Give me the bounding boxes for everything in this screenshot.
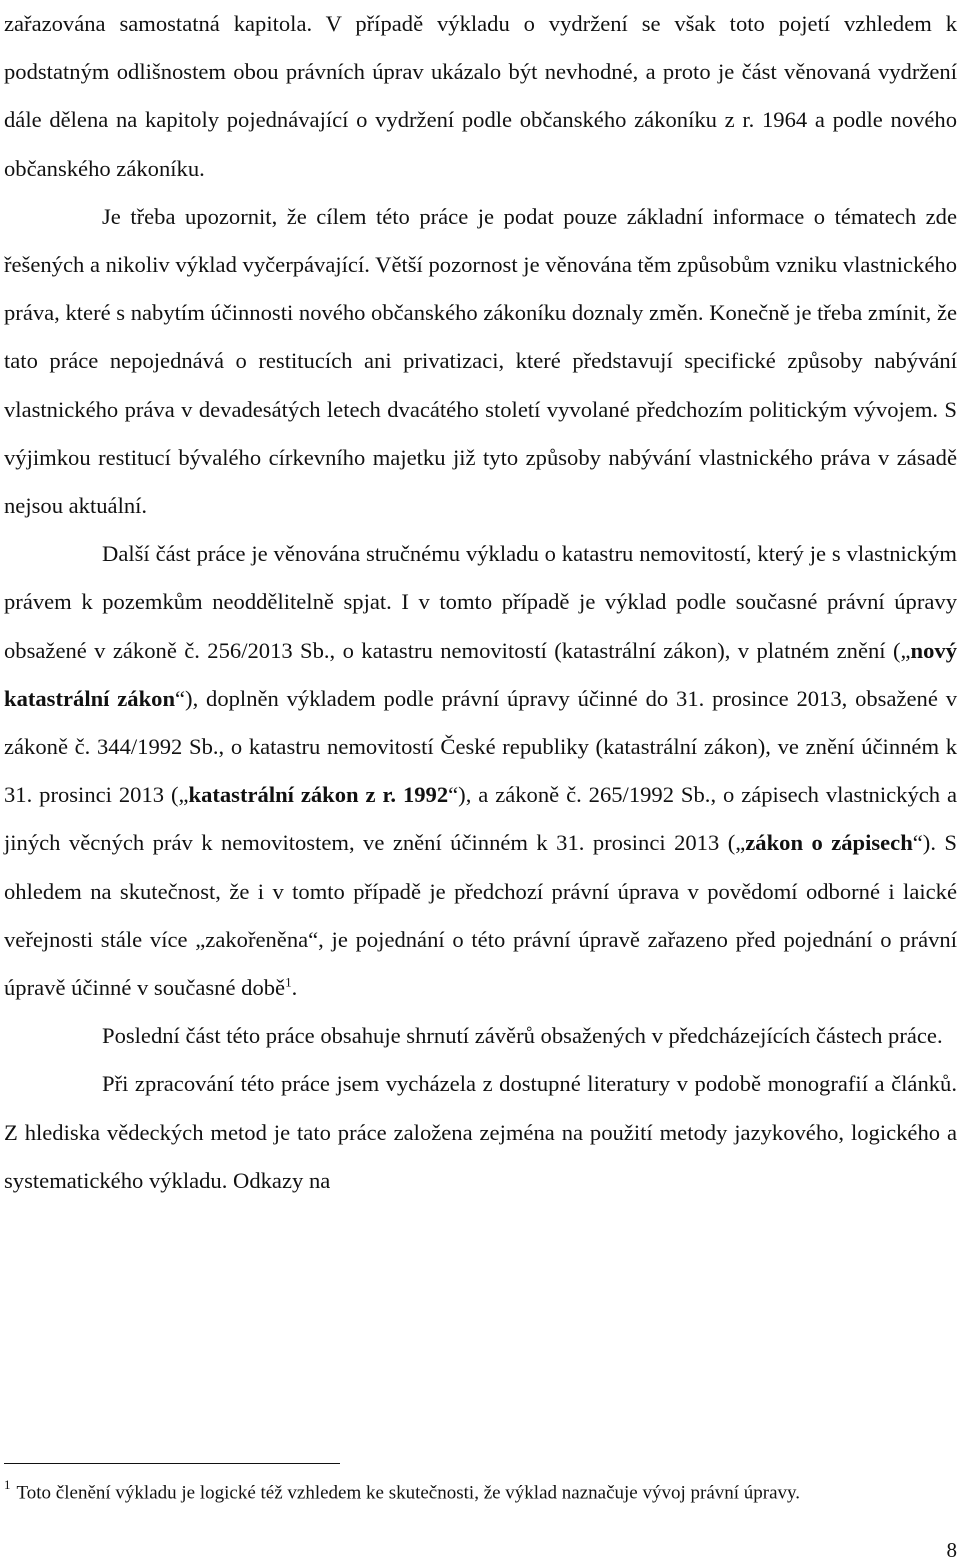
paragraph-5: [4, 1060, 957, 1205]
paragraph-1-text: zařazována samostatná kapitola. V případě výkladu o vydržení se však toto pojetí vzhledem k podstatným odlišnostem obou právních úprav ukázalo být nevhodné, a proto je část věnovaná vydržení dále dělena na kapitoly pojednávající o vydržení podle občanského zákoníku z r. 1964 a podle nového občanského zákoníku.: [4, 11, 957, 181]
footnote-mark: 1: [4, 1477, 11, 1492]
paragraph-2: [4, 193, 957, 530]
footnote: [4, 1472, 957, 1507]
paragraph-3-text-4: “). S ohledem na skutečnost, že i v tomto případě je předchozí právní úprava v povědomí odborné i laické veřejnosti stále více „zakořeněna“, je pojednání o této právní úpravě zařazeno před pojednání o právní úpravě účinné v současné době: [4, 830, 957, 1001]
paragraph-4-text: Poslední část této práce obsahuje shrnutí závěrů obsažených v předcházejících částech práce.: [102, 1023, 943, 1049]
paragraph-3-text-5: .: [291, 975, 298, 1001]
document-page: [4, 0, 957, 1205]
term-records-act: zákon o zápisech: [745, 830, 913, 856]
footnote-reference[interactable]: 1: [285, 974, 292, 990]
term-cadastral-act-1992: katastrální zákon z r. 1992: [188, 782, 449, 808]
paragraph-3-text-1: Další část práce je věnována stručnému výkladu o katastru nemovitostí, který je s vlastnickým právem k pozemkům neoddělitelně spjat. I v tomto případě je výklad podle současné právní úpravy obsažené v zákoně č. 256/2013 Sb., o katastru nemovitostí (katastrální zákon), v platném znění („: [4, 541, 957, 663]
paragraph-3-text-2: “), doplněn výkladem podle právní úpravy účinné do 31. prosince 2013, obsažené v zákoně č. 344/1992 Sb., o katastru nemovitostí České republiky (katastrální zákon), ve znění účinném k 31. prosinci 2013 („: [4, 685, 957, 808]
page-number: 8: [946, 1538, 957, 1562]
term-new-cadastral-act: nový katastrální zákon: [4, 637, 957, 711]
paragraph-3: [4, 530, 957, 1012]
paragraph-3-text-3: “), a zákoně č. 265/1992 Sb., o zápisech vlastnických a jiných věcných práv k nemovitostem, ve znění účinném k 31. prosinci 2013 („: [4, 782, 958, 856]
paragraph-5-text: Při zpracování této práce jsem vycházela z dostupné literatury v podobě monografií a článků. Z hlediska vědeckých metod je tato práce založena zejména na použití metody jazykového, logického a systematického výkladu. Odkazy na: [4, 1071, 957, 1193]
footnote-text: Toto členění výkladu je logické též vzhledem ke skutečnosti, že výklad naznačuje vývoj právní úpravy.: [16, 1482, 801, 1504]
paragraph-2-text: Je třeba upozornit, že cílem této práce je podat pouze základní informace o tématech zde řešených a nikoliv výklad vyčerpávající. Větší pozornost je věnována těm způsobům vzniku vlastnického práva, které s nabytím účinnosti nového občanského zákoníku doznaly změn. Konečně je třeba zmínit, že tato práce nepojednává o restitucích ani privatizaci, které představují specifické způsoby nabývání vlastnického práva v devadesátých letech dvacátého století vyvolané předchozím politickým vývojem. S výjimkou restitucí bývalého církevního majetku již tyto způsoby nabývání vlastnického práva v zásadě nejsou aktuální.: [4, 203, 958, 519]
paragraph-4: [4, 1012, 957, 1060]
paragraph-1: [4, 0, 957, 193]
footnote-separator: [4, 1463, 340, 1464]
